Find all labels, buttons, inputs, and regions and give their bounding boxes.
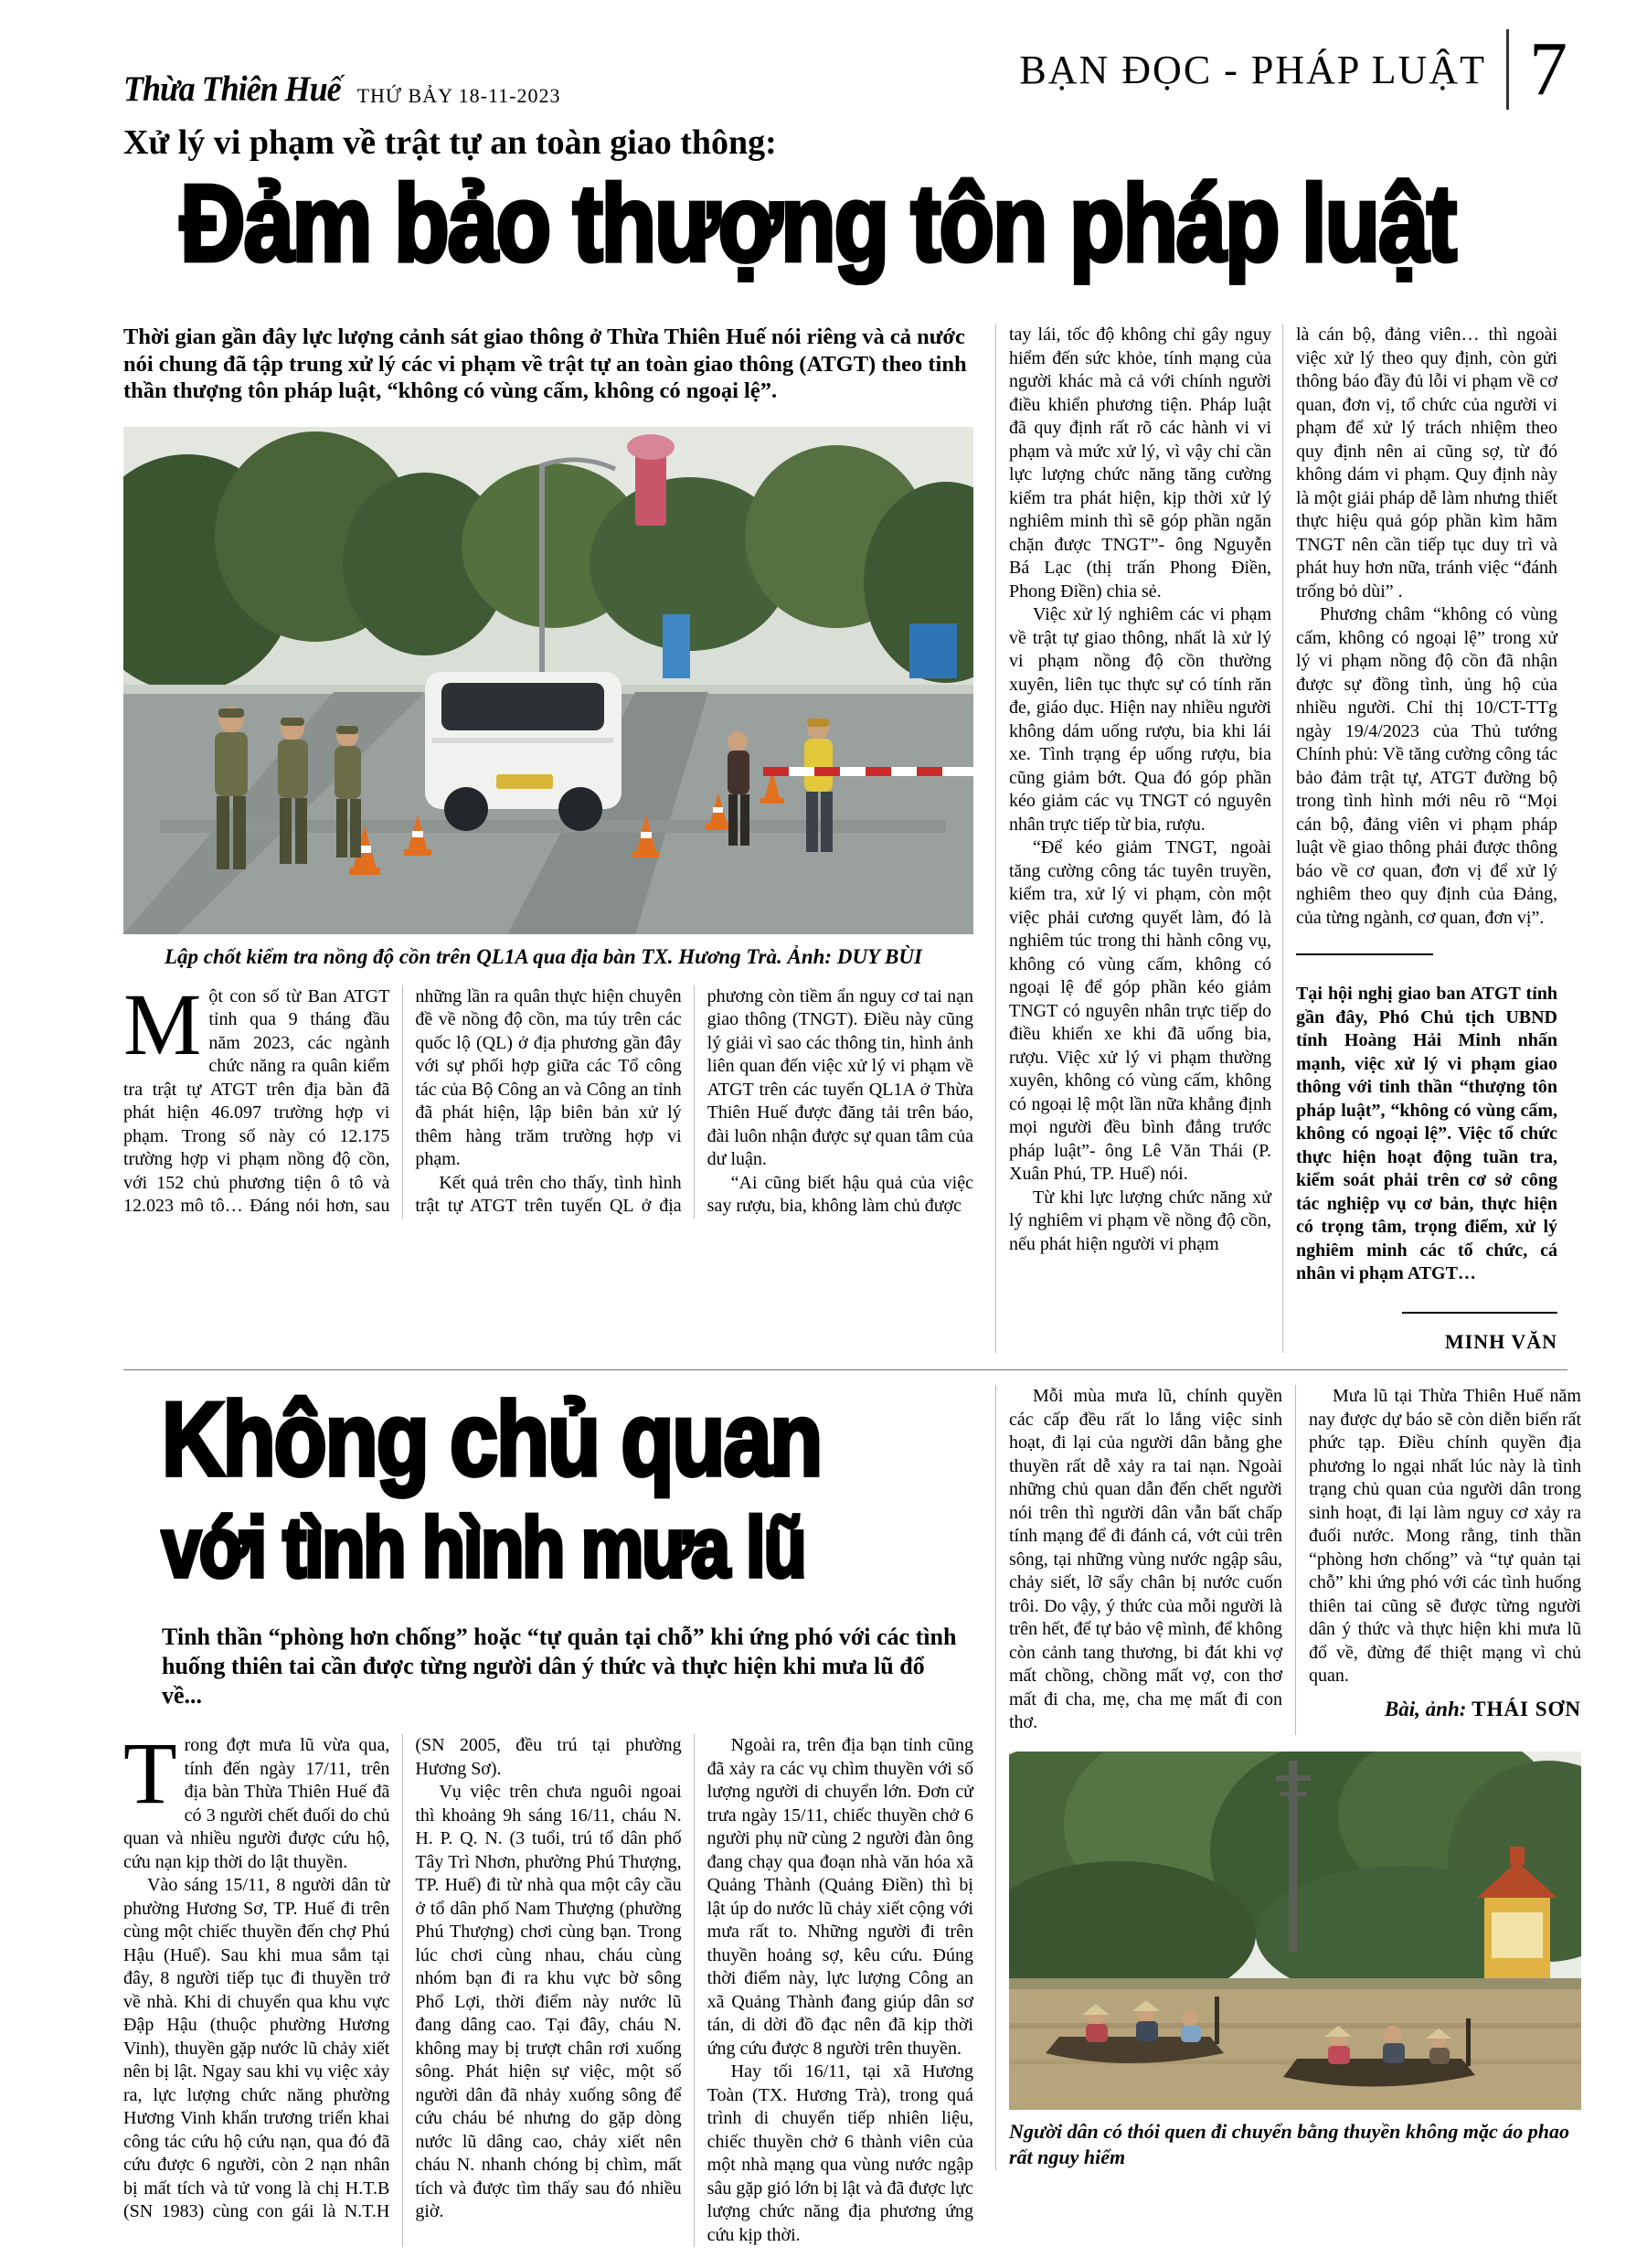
- note-divider-top: [1296, 953, 1433, 955]
- article-divider: [123, 1369, 1567, 1370]
- page-header: [123, 27, 1567, 112]
- header-divider: [1506, 29, 1509, 110]
- flood-boats-photo-art: [1009, 1752, 1581, 2110]
- article2-standfirst: Tinh thần “phòng hơn chống” hoặc “tự quản tại chỗ” khi ứng phó với các tình huống thiên tai cần được từng người dân ý thức và thực hiện khi mưa lũ đổ về...: [162, 1624, 957, 1709]
- article1-paragraph: Từ khi lực lượng chức năng xử lý nghiêm vi phạm về nồng độ cồn, nếu phát hiện người vi phạm: [1009, 1187, 1271, 1254]
- masthead-logo: Thừa Thiên Huế: [123, 68, 341, 109]
- article1-paragraph: Kết quả trên cho thấy, tình hình trật tự ATGT trên tuyến QL ở địa phương còn tiềm ẩn nguy cơ tai nạn giao thông (TNGT). Điều này cũng lý giải vì sao các thông tin, hình ảnh liên quan đến việc xử lý vi phạm về ATGT trên các tuyến QL1A ở Thừa Thiên Huế được đăng tải trên báo, đài luôn nhận được sự quan tâm của dư luận.: [415, 985, 973, 1216]
- article1-body: [123, 324, 1567, 1353]
- article1-dropcap: M: [123, 974, 202, 1073]
- article1-paragraph: Phương châm “không có vùng cấm, không có ngoại lệ” trong xử lý vi phạm nồng độ cồn đã nhận được sự đồng tình, ủng hộ của nhiều người. Chỉ thị 10/CT-TTg ngày 19/4/2023 của Thủ tướng Chính phủ: Về tăng cường công tác bảo đảm trật tự, ATGT đường bộ trong tình hình mới nêu rõ “Mọi cán bộ, đảng viên vi phạm pháp luật về giao thông phải được thông báo về cơ quan, đơn vị để xử lý nghiêm theo quy định của Đảng, của từng ngành, cơ quan, đơn vị”.: [1296, 604, 1557, 928]
- photo2-caption: Người dân có thói quen đi chuyển bằng thuyền không mặc áo phao rất nguy hiểm: [1009, 2119, 1569, 2168]
- article1-kicker: Xử lý vi phạm về trật tự an toàn giao thông:: [123, 123, 777, 162]
- photo1-caption: Lập chốt kiểm tra nồng độ cồn trên QL1A qua địa bàn TX. Hương Trà. Ảnh: DUY BÙI: [165, 944, 922, 968]
- photo1-credit: Ảnh: DUY BÙI: [787, 944, 922, 968]
- article1-columns: [123, 974, 973, 1219]
- article1-column5: [1282, 324, 1568, 1353]
- article1-paragraph: Việc xử lý nghiêm các vi phạm về trật tự giao thông, nhất là xử lý vi phạm nồng độ cồn thường xuyên, liên tục thực sự có tính răn đe, giáo dục. Hiện nay nhiều người không dám uống rượu, bia khi lái xe. Tình trạng ép uống rượu, bia cũng giảm bớt. Qua đó góp phần kéo giảm các vụ TNGT có nguyên nhân trực tiếp từ bia, rượu.: [1009, 604, 1271, 835]
- article2-headline-line1: Không chủ quan: [162, 1381, 822, 1498]
- article1-paragraph: Một con số từ Ban ATGT tỉnh qua 9 tháng đầu năm 2023, các ngành chức năng ra quân kiểm tra trật tự ATGT trên địa bàn đã phát hiện 46.097 trường hợp vi phạm. Trong số này có 12.175 trường hợp vi phạm nồng độ cồn, với 152 chủ phương tiện ô tô và 12.023 mô tô… Đáng nói hơn, sau những lần ra quân thực hiện chuyên đề về nồng độ cồn, ma túy trên các quốc lộ (QL) ở địa phương gần đây với sự phối hợp giữa các Tổ công tác của Bộ Công an và Công an tỉnh đã phát hiện, lập biên bản xử lý thêm hàng trăm trường hợp vi phạm.: [123, 974, 682, 1216]
- article2-byline: Bài, ảnh: THÁI SƠN: [1384, 1697, 1581, 1720]
- article2-right: [995, 1385, 1581, 2170]
- article1-lead: Thời gian gần đây lực lượng cảnh sát giao thông ở Thừa Thiên Huế nói riêng và cả nước nói chung đã tập trung xử lý các vi phạm về trật tự an toàn giao thông (ATGT) theo tinh thần thượng tôn pháp luật, “không có vùng cấm, không có ngoại lệ”.: [123, 325, 967, 403]
- article2-paragraph: Trong đợt mưa lũ vừa qua, tính đến ngày 17/11, trên địa bàn Thừa Thiên Huế đã có 3 người chết đuối do chủ quan và nhiều người được cứu hộ, cứu nạn kịp thời do lật thuyền.: [123, 1724, 390, 1872]
- article2-dropcap: T: [123, 1724, 177, 1822]
- note-divider-bottom: [1402, 1312, 1557, 1314]
- article2: [123, 1381, 1581, 2247]
- article2-headline-line2: với tình hình mưa lũ: [162, 1500, 805, 1595]
- article2-paragraph: Ngoài ra, trên địa bạn tỉnh cũng đã xảy ra các vụ chìm thuyền với số lượng người di chuyển lớn. Đơn cử trưa ngày 15/11, chiếc thuyền chở 6 người phụ nữ cùng 2 người đàn ông đang chạy qua đoạn nhà văn hóa xã Quảng Thành (Quảng Điền) thì bị lật úp do nước lũ chảy xiết cộng với mưa rất to. Những người đi trên thuyền hoảng sợ, kêu cứu. Đúng thời điểm này, lực lượng Công an xã Quảng Thành đang giúp dân sơ tán, di dời đồ đạc nên đã kịp thời ứng cứu được 8 người trên thuyền.: [707, 1735, 973, 2059]
- page-number: 7: [1529, 27, 1567, 112]
- barrier-tape: [763, 767, 973, 776]
- article2-paragraph: Vào sáng 15/11, 8 người dân từ phường Hương Sơ, TP. Huế đi trên cùng một chiếc thuyền đến chợ Phú Hậu (Huế). Sau khi mua sắm tại đây, 8 người tiếp tục đi thuyền trở về nhà. Khi di chuyển qua khu vực Đập Hậu (thuộc phường Hương Vinh), thuyền gặp nước lũ chảy xiết nên bị lật. Ngay sau khi vụ việc xảy ra, lực lượng chức năng phường Hương Vinh khẩn trương triển khai công tác cứu hộ cứu nạn, qua đó đã cứu được 6 người, còn 2 nạn nhân bị mất tích và tử vong là chị H.T.B (SN 1983) cùng con gái là N.T.H (SN 2005, đều trú tại phường Hương Sơ).: [123, 1735, 682, 2221]
- article2-paragraph: Hay tối 16/11, tại xã Hương Toàn (TX. Hương Trà), trong quá trình di chuyển tiếp nhiên liệu, chiếc thuyền chở 6 thành viên của một nhà mạng qua vùng nước ngập sâu gặp gió lớn bị lật và đã được lực lượng chức năng địa phương ứng cứu kịp thời.: [707, 2061, 973, 2245]
- section-title: BẠN ĐỌC - PHÁP LUẬT: [1019, 47, 1486, 92]
- article2-paragraph: Vụ việc trên chưa nguôi ngoai thì khoảng 9h sáng 16/11, cháu N. H. P. Q. N. (3 tuổi, trú tổ dân phố Tây Trì Nhơn, phường Phú Thượng, TP. Huế) đi từ nhà qua một cây cầu ở tổ dân phố Nam Thượng (phường Phú Thượng) chơi cùng bạn. Trong lúc chơi cùng nhau, cháu cùng nhóm bạn đi ra khu vực bờ sông Phổ Lợi, thời điểm này nước lũ đang dâng cao. Tại đây, cháu N. không may bị trượt chân rơi xuống sông. Phát hiện sự việc, một số người dân đã nhảy xuống sông để cứu cháu bé nhưng do gặp dòng nước lũ dâng cao, chảy xiết nên cháu N. nhanh chóng bị chìm, mất tích và được tìm thấy sau đó nhiều giờ.: [415, 1782, 682, 2221]
- article1-note: Tại hội nghị giao ban ATGT tỉnh gần đây, Phó Chủ tịch UBND tỉnh Hoàng Hải Minh nhấn mạnh, việc xử lý vi phạm giao thông với tinh thần “thượng tôn pháp luật”, “không có vùng cấm, không có ngoại lệ”. Việc tổ chức thực hiện hoạt động tuần tra, kiểm soát phải trên cơ sở công tác nghiệp vụ cơ bản, thực hiện có trọng tâm, trọng điểm, xử lý nghiêm minh các tổ chức, cá nhân vi phạm ATGT…: [1296, 984, 1557, 1283]
- article1-paragraph: “Để kéo giảm TNGT, ngoài tăng cường công tác tuyên truyền, kiểm tra, xử lý vi phạm, còn một việc phải cương quyết làm, đó là nghiêm túc trong thi hành công vụ, không có vùng cấm, không có ngoại lệ để góp phần kéo giảm TNGT có nguyên nhân trực tiếp do điều khiển xe khi đã uống bia, rượu. Việc xử lý vi phạm thường xuyên, không có vùng cấm, không có ngoại lệ một lần nữa khẳng định mọi người đều bình đẳng trước pháp luật”- ông Lê Văn Thái (P. Xuân Phú, TP. Huế) nói.: [1009, 837, 1271, 1184]
- issue-date: THỨ BẢY 18-11-2023: [356, 84, 561, 107]
- article1-headline: Đảm bảo thượng tôn pháp luật: [180, 162, 1455, 284]
- article2-column4: [1009, 1385, 1295, 1735]
- checkpoint-photo: [123, 427, 973, 934]
- flood-boats-photo: [1009, 1752, 1581, 2110]
- article1-byline: MINH VĂN: [1444, 1329, 1557, 1353]
- checkpoint-photo-art: [123, 427, 973, 934]
- article2-paragraph: Mưa lũ tại Thừa Thiên Huế năm nay được dự báo sẽ còn diễn biến rất phức tạp. Điều chính quyền địa phương lo ngại nhất lúc này là tình trạng chủ quan của người dân trong sinh hoạt, đi lại làm nguy cơ xảy ra đuối nước. Mong rằng, tinh thần “phòng hơn chống” và “tự quản tại chỗ” khi ứng phó với các tình huống thiên tai cũng sẽ được từng người dân ý thức và thực hiện khi mưa lũ đổ về, đừng để thiệt mạng vì chủ quan.: [1309, 1386, 1581, 1686]
- article1-paragraph: là cán bộ, đảng viên… thì ngoài việc xử lý theo quy định, còn gửi thông báo đầy đủ lỗi vi phạm về cơ quan, đơn vị, tổ chức của người vi phạm để xử lý trách nhiệm theo quy định nên ai cũng sợ, từ đó không dám vi phạm. Quy định này là một giải pháp dễ làm nhưng thiết thực hiệu quả góp phần kìm hãm TNGT nên cần tiếp tục duy trì và phát huy hơn nữa, tránh việc “đánh trống bỏ dùi” .: [1296, 325, 1557, 602]
- article1-right-columns: [995, 324, 1568, 1353]
- article2-column5: [1295, 1385, 1581, 1735]
- article1-paragraph: “Ai cũng biết hậu quả của việc say rượu, bia, không làm chủ được: [707, 1172, 973, 1216]
- article1-paragraph: tay lái, tốc độ không chỉ gây nguy hiểm đến sức khỏe, tính mạng của người khác mà cả với chính người điều khiển phương tiện. Pháp luật đã quy định rất rõ các hành vi vi phạm và mức xử lý, vì vậy chỉ cần lực lượng chức năng tăng cường kiểm tra phát hiện, kịp thời xử lý nghiêm minh thì sẽ góp phần ngăn chặn được TNGT”- ông Nguyễn Bá Lạc (thị trấn Phong Điền, Phong Điền) chia sẻ.: [1009, 325, 1271, 602]
- article1-column4: [996, 324, 1282, 1353]
- article2-paragraph: Mỗi mùa mưa lũ, chính quyền các cấp đều rất lo lắng việc sinh hoạt, đi lại của người dân bằng ghe thuyền rất dễ xảy ra tai nạn. Ngoài những chủ quan dẫn đến chết người nói trên thì người dân vẫn bất chấp tính mạng để đi đánh cá, vớt củi trên sông, tại những vùng nước ngập sâu, chảy siết, lỡ sẩy chân bị nước cuốn trôi. Do vậy, ý thức của mỗi người là trên hết, để tự bảo vệ mình, để không còn cảnh tang thương, bi đát khi vợ mất chồng, chồng mất vợ, con thơ mất đi cha, mẹ, cha mẹ mất đi con thơ.: [1009, 1386, 1282, 1732]
- article2-columns: [123, 1724, 973, 2247]
